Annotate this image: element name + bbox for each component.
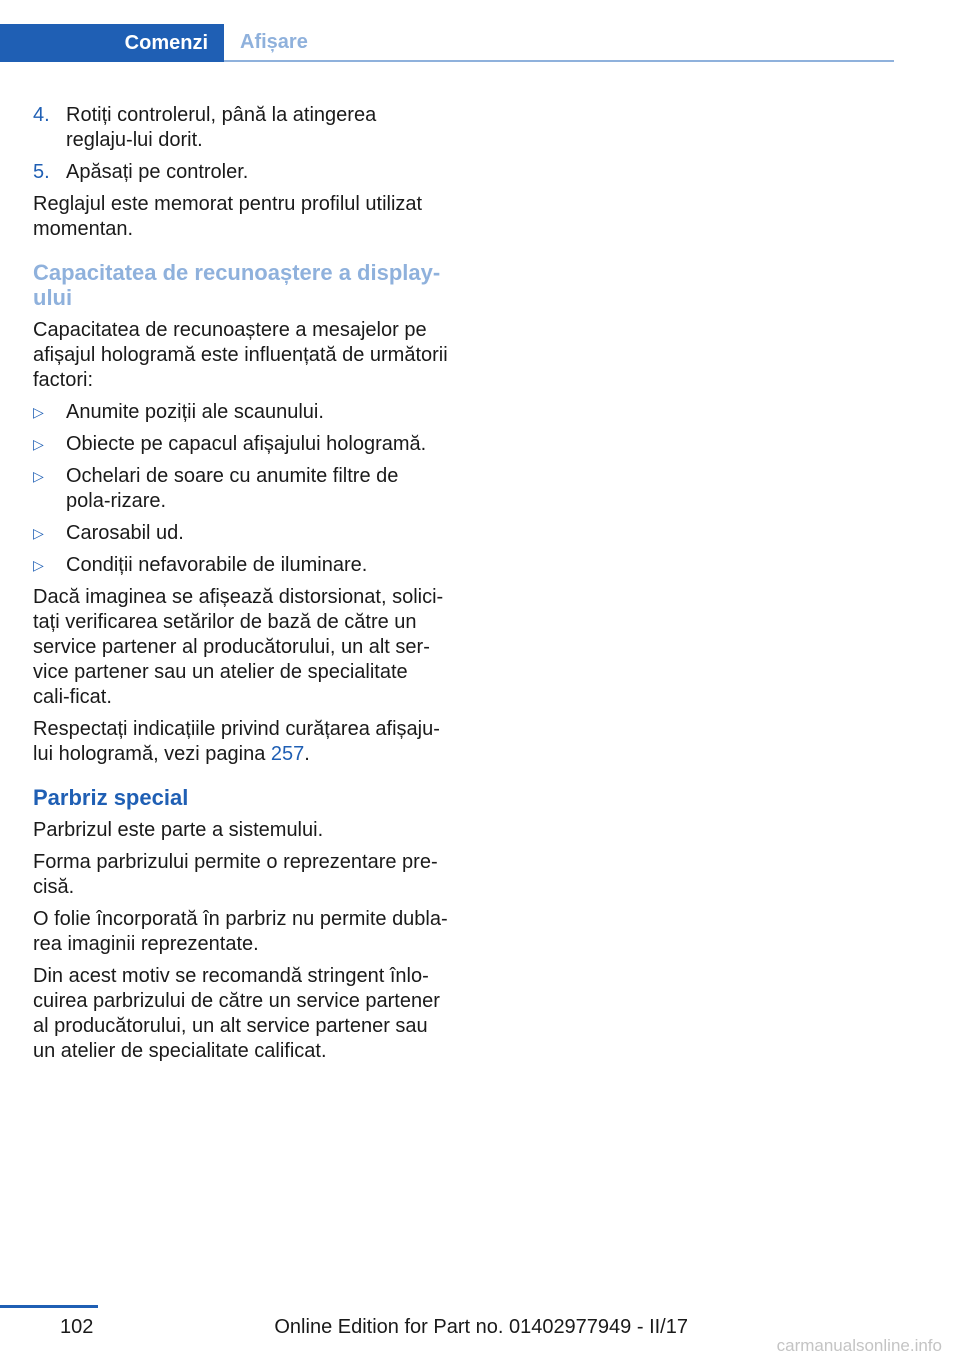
cleaning-text: Respectați indicațiile privind curățarea afișaju‐lui hologramă, vezi pagina: [33, 718, 440, 765]
page-header: [0, 0, 960, 64]
edition-note: Online Edition for Part no. 01402977949 - II/17: [274, 1316, 688, 1338]
tab-afisare[interactable]: Afișare: [224, 24, 894, 62]
tab-comenzi[interactable]: Comenzi: [0, 24, 224, 62]
watermark: carmanualsonline.info: [776, 1336, 942, 1355]
list-item-text: Anumite poziții ale scaunului.: [66, 401, 324, 423]
paragraph-windshield-replace: Din acest motiv se recomandă stringent înlo‐cuirea parbrizului de către un service partener al producătorului, un alt service partener sau un atelier de specialitate calificat.: [33, 965, 440, 1062]
page-link[interactable]: 257: [270, 743, 305, 765]
triangle-bullet-icon: ▷: [33, 468, 44, 484]
main-content: [33, 103, 448, 1071]
heading-recognition: Capacitatea de recunoaștere a display-ului: [33, 260, 441, 310]
page-number: 102: [60, 1316, 94, 1338]
paragraph-windshield-shape: Forma parbrizului permite o reprezentare pre‐cisă.: [33, 851, 438, 898]
list-item: [33, 400, 448, 425]
list-item-text: Condiții nefavorabile de iluminare.: [66, 554, 368, 576]
step-4: [33, 103, 448, 153]
list-item: [33, 464, 448, 514]
paragraph-windshield-part: Parbrizul este parte a sistemului.: [33, 819, 324, 841]
step-text: Apăsați pe controler.: [66, 161, 249, 183]
step-5: [33, 160, 448, 185]
paragraph-factors: Capacitatea de recunoaștere a mesajelor pe afișajul hologramă este influențată de următorii factori:: [33, 319, 448, 391]
paragraph-setting-saved: Reglajul este memorat pentru profilul utilizat momentan.: [33, 193, 423, 240]
step-text: Rotiți controlerul, până la atingerea reglaju‐lui dorit.: [66, 104, 377, 151]
triangle-bullet-icon: ▷: [33, 404, 44, 420]
paragraph-cleaning: [33, 717, 448, 767]
triangle-bullet-icon: ▷: [33, 525, 44, 541]
list-item: [33, 553, 448, 578]
list-item: [33, 432, 448, 457]
list-item-text: Obiecte pe capacul afișajului hologramă.: [66, 433, 427, 455]
paragraph-distortion: Dacă imaginea se afișează distorsionat, solici‐tați verificarea setărilor de bază de către un service partener al producătorului, un alt ser‐vice partener sau un atelier de specialitate cali‐ficat.: [33, 586, 444, 708]
list-item-text: Ochelari de soare cu anumite filtre de pola‐rizare.: [66, 465, 399, 512]
triangle-bullet-icon: ▷: [33, 436, 44, 452]
step-number: 4.: [33, 104, 50, 126]
step-number: 5.: [33, 161, 50, 183]
cleaning-end: .: [304, 743, 310, 765]
triangle-bullet-icon: ▷: [33, 557, 44, 573]
paragraph-windshield-foil: O folie încorporată în parbriz nu permite dubla‐rea imaginii reprezentate.: [33, 908, 448, 955]
list-item-text: Carosabil ud.: [66, 522, 184, 544]
footer-rule: [0, 1305, 98, 1308]
heading-windshield: Parbriz special: [33, 785, 189, 810]
list-item: [33, 521, 448, 546]
